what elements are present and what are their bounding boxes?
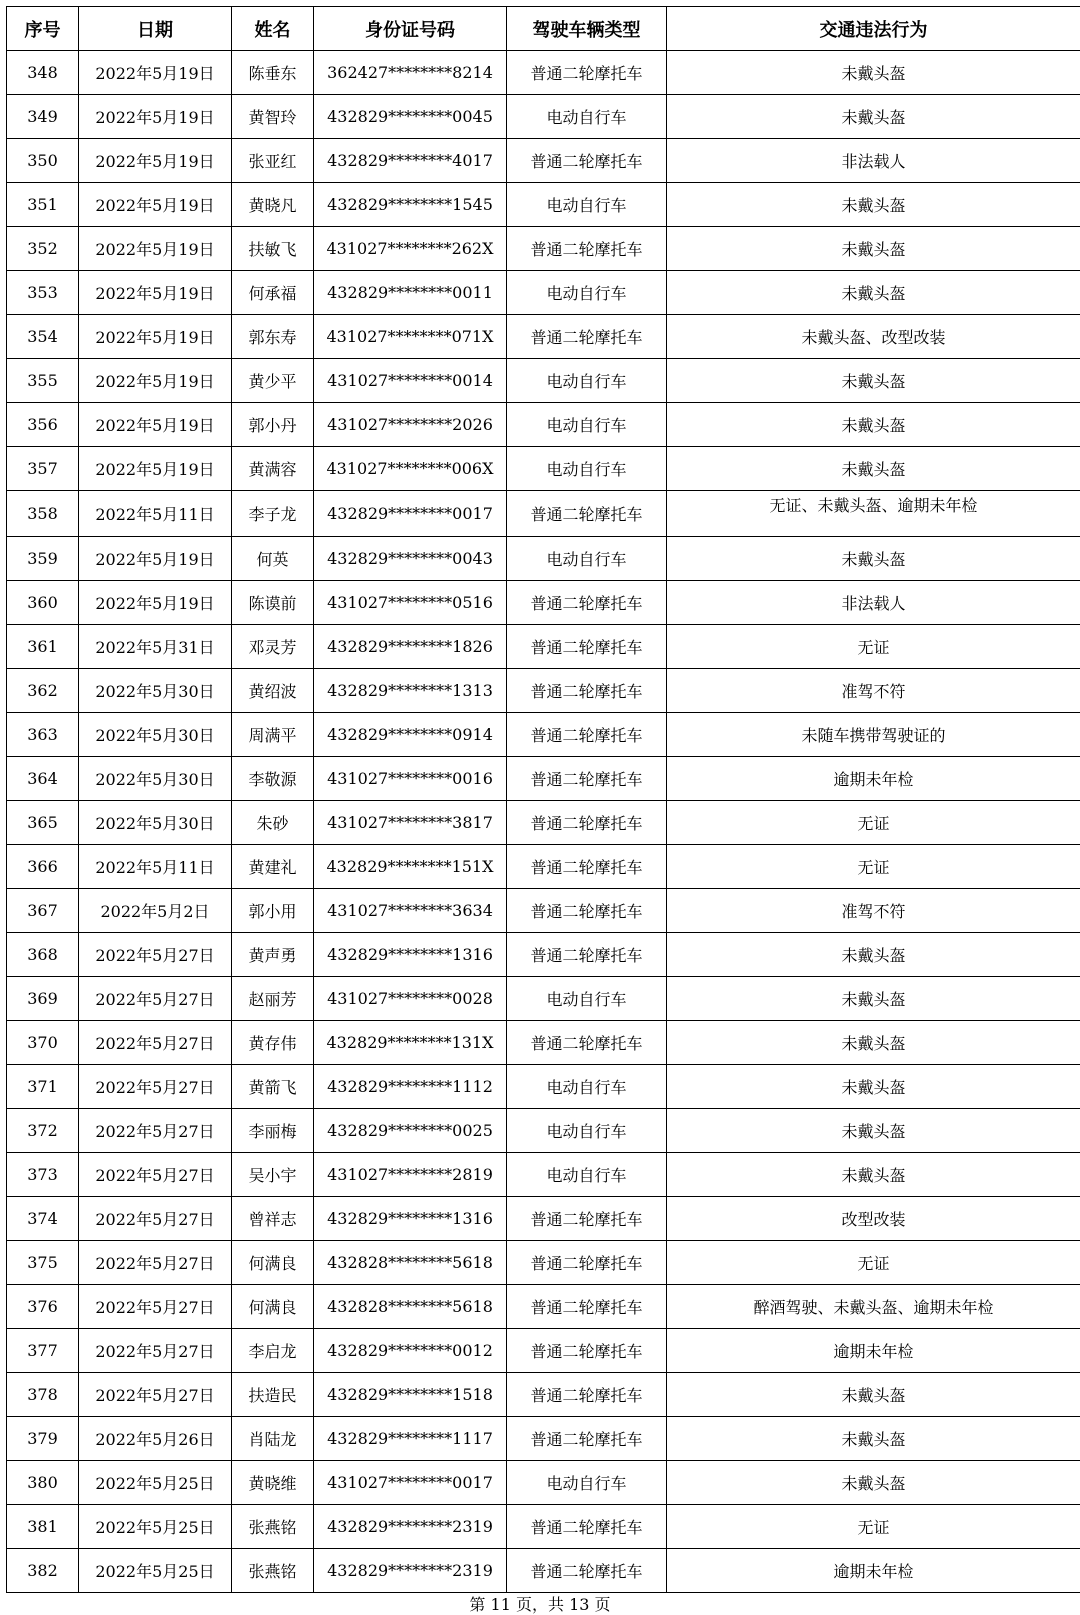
cell-vehicle-type: 普通二轮摩托车 bbox=[507, 1021, 667, 1065]
cell-serial-number: 362 bbox=[7, 669, 79, 713]
table-row bbox=[7, 491, 1080, 537]
cell-name: 何英 bbox=[232, 537, 314, 581]
cell-name: 曾祥志 bbox=[232, 1197, 314, 1241]
cell-date: 2022年5月19日 bbox=[79, 95, 232, 139]
cell-name: 李敬源 bbox=[232, 757, 314, 801]
table-row bbox=[7, 1417, 1080, 1461]
cell-date: 2022年5月27日 bbox=[79, 1285, 232, 1329]
table-row bbox=[7, 95, 1080, 139]
cell-date: 2022年5月19日 bbox=[79, 315, 232, 359]
footer-page-mid: 页，共 bbox=[515, 1595, 564, 1614]
cell-name: 吴小宇 bbox=[232, 1153, 314, 1197]
cell-id-number: 432829********0017 bbox=[314, 491, 507, 537]
cell-name: 黄晓凡 bbox=[232, 183, 314, 227]
cell-violation: 未戴头盔 bbox=[667, 933, 1080, 977]
cell-vehicle-type: 电动自行车 bbox=[507, 537, 667, 581]
cell-violation: 未戴头盔 bbox=[667, 183, 1080, 227]
cell-vehicle-type: 普通二轮摩托车 bbox=[507, 1329, 667, 1373]
cell-serial-number: 380 bbox=[7, 1461, 79, 1505]
cell-vehicle-type: 普通二轮摩托车 bbox=[507, 491, 667, 537]
cell-serial-number: 365 bbox=[7, 801, 79, 845]
cell-id-number: 432828********5618 bbox=[314, 1285, 507, 1329]
cell-serial-number: 374 bbox=[7, 1197, 79, 1241]
cell-date: 2022年5月19日 bbox=[79, 183, 232, 227]
cell-serial-number: 379 bbox=[7, 1417, 79, 1461]
table-row bbox=[7, 315, 1080, 359]
cell-serial-number: 353 bbox=[7, 271, 79, 315]
cell-id-number: 431027********071X bbox=[314, 315, 507, 359]
cell-violation: 未戴头盔 bbox=[667, 271, 1080, 315]
cell-date: 2022年5月26日 bbox=[79, 1417, 232, 1461]
cell-vehicle-type: 普通二轮摩托车 bbox=[507, 139, 667, 183]
cell-id-number: 432829********1545 bbox=[314, 183, 507, 227]
cell-id-number: 431027********0014 bbox=[314, 359, 507, 403]
table-row bbox=[7, 139, 1080, 183]
cell-violation: 未戴头盔 bbox=[667, 447, 1080, 491]
cell-violation: 未戴头盔 bbox=[667, 1373, 1080, 1417]
header-date: 日期 bbox=[79, 7, 232, 51]
cell-vehicle-type: 电动自行车 bbox=[507, 183, 667, 227]
cell-name: 黄存伟 bbox=[232, 1021, 314, 1065]
cell-vehicle-type: 普通二轮摩托车 bbox=[507, 757, 667, 801]
footer-total-pages: 13 bbox=[569, 1595, 590, 1614]
cell-date: 2022年5月27日 bbox=[79, 1109, 232, 1153]
cell-violation: 未戴头盔 bbox=[667, 1153, 1080, 1197]
cell-date: 2022年5月19日 bbox=[79, 227, 232, 271]
header-row bbox=[7, 7, 1080, 51]
header-name: 姓名 bbox=[232, 7, 314, 51]
cell-id-number: 432828********5618 bbox=[314, 1241, 507, 1285]
cell-date: 2022年5月31日 bbox=[79, 625, 232, 669]
cell-id-number: 432829********1313 bbox=[314, 669, 507, 713]
cell-name: 黄建礼 bbox=[232, 845, 314, 889]
table-row bbox=[7, 1373, 1080, 1417]
cell-violation: 准驾不符 bbox=[667, 889, 1080, 933]
cell-serial-number: 375 bbox=[7, 1241, 79, 1285]
cell-serial-number: 367 bbox=[7, 889, 79, 933]
cell-id-number: 432829********0025 bbox=[314, 1109, 507, 1153]
cell-serial-number: 355 bbox=[7, 359, 79, 403]
cell-name: 李子龙 bbox=[232, 491, 314, 537]
table-row bbox=[7, 227, 1080, 271]
cell-violation: 无证 bbox=[667, 801, 1080, 845]
cell-serial-number: 366 bbox=[7, 845, 79, 889]
cell-vehicle-type: 普通二轮摩托车 bbox=[507, 1241, 667, 1285]
cell-violation: 未戴头盔 bbox=[667, 95, 1080, 139]
cell-vehicle-type: 电动自行车 bbox=[507, 1109, 667, 1153]
table-row bbox=[7, 845, 1080, 889]
cell-date: 2022年5月25日 bbox=[79, 1505, 232, 1549]
cell-name: 陈谟前 bbox=[232, 581, 314, 625]
table-row bbox=[7, 933, 1080, 977]
cell-date: 2022年5月19日 bbox=[79, 139, 232, 183]
cell-id-number: 432829********4017 bbox=[314, 139, 507, 183]
cell-date: 2022年5月25日 bbox=[79, 1461, 232, 1505]
cell-name: 邓灵芳 bbox=[232, 625, 314, 669]
cell-serial-number: 370 bbox=[7, 1021, 79, 1065]
table-row bbox=[7, 1329, 1080, 1373]
cell-date: 2022年5月27日 bbox=[79, 1197, 232, 1241]
cell-id-number: 432829********131X bbox=[314, 1021, 507, 1065]
table-row bbox=[7, 1065, 1080, 1109]
cell-violation: 未随车携带驾驶证的 bbox=[667, 713, 1080, 757]
table-row bbox=[7, 889, 1080, 933]
cell-name: 郭东寿 bbox=[232, 315, 314, 359]
cell-date: 2022年5月19日 bbox=[79, 359, 232, 403]
cell-name: 李丽梅 bbox=[232, 1109, 314, 1153]
cell-id-number: 432829********1826 bbox=[314, 625, 507, 669]
cell-date: 2022年5月30日 bbox=[79, 669, 232, 713]
cell-vehicle-type: 普通二轮摩托车 bbox=[507, 669, 667, 713]
cell-date: 2022年5月25日 bbox=[79, 1549, 232, 1593]
cell-violation: 准驾不符 bbox=[667, 669, 1080, 713]
cell-name: 李启龙 bbox=[232, 1329, 314, 1373]
cell-vehicle-type: 普通二轮摩托车 bbox=[507, 1549, 667, 1593]
cell-serial-number: 349 bbox=[7, 95, 79, 139]
table-row bbox=[7, 403, 1080, 447]
cell-violation: 无证、未戴头盔、逾期未年检 bbox=[667, 491, 1080, 537]
cell-id-number: 362427********8214 bbox=[314, 51, 507, 95]
cell-name: 黄绍波 bbox=[232, 669, 314, 713]
cell-id-number: 432829********1316 bbox=[314, 933, 507, 977]
cell-date: 2022年5月19日 bbox=[79, 51, 232, 95]
cell-name: 赵丽芳 bbox=[232, 977, 314, 1021]
cell-vehicle-type: 电动自行车 bbox=[507, 1065, 667, 1109]
cell-serial-number: 364 bbox=[7, 757, 79, 801]
cell-id-number: 431027********2026 bbox=[314, 403, 507, 447]
cell-serial-number: 361 bbox=[7, 625, 79, 669]
cell-vehicle-type: 电动自行车 bbox=[507, 271, 667, 315]
cell-serial-number: 350 bbox=[7, 139, 79, 183]
cell-vehicle-type: 普通二轮摩托车 bbox=[507, 713, 667, 757]
cell-date: 2022年5月19日 bbox=[79, 447, 232, 491]
table-row bbox=[7, 977, 1080, 1021]
cell-id-number: 432829********2319 bbox=[314, 1549, 507, 1593]
cell-serial-number: 352 bbox=[7, 227, 79, 271]
cell-violation: 未戴头盔 bbox=[667, 1461, 1080, 1505]
footer-page-label: 第 bbox=[469, 1595, 486, 1614]
cell-violation: 逾期未年检 bbox=[667, 1329, 1080, 1373]
cell-vehicle-type: 电动自行车 bbox=[507, 977, 667, 1021]
cell-name: 张燕铭 bbox=[232, 1505, 314, 1549]
cell-name: 朱砂 bbox=[232, 801, 314, 845]
table-row bbox=[7, 713, 1080, 757]
cell-id-number: 432829********1112 bbox=[314, 1065, 507, 1109]
cell-vehicle-type: 普通二轮摩托车 bbox=[507, 845, 667, 889]
cell-name: 郭小丹 bbox=[232, 403, 314, 447]
cell-date: 2022年5月27日 bbox=[79, 1065, 232, 1109]
cell-vehicle-type: 普通二轮摩托车 bbox=[507, 1373, 667, 1417]
cell-vehicle-type: 普通二轮摩托车 bbox=[507, 1197, 667, 1241]
cell-id-number: 431027********0017 bbox=[314, 1461, 507, 1505]
table-row bbox=[7, 1197, 1080, 1241]
cell-serial-number: 354 bbox=[7, 315, 79, 359]
cell-id-number: 431027********0028 bbox=[314, 977, 507, 1021]
header-serial-number: 序号 bbox=[7, 7, 79, 51]
cell-violation: 改型改装 bbox=[667, 1197, 1080, 1241]
table-row bbox=[7, 1241, 1080, 1285]
cell-name: 肖陆龙 bbox=[232, 1417, 314, 1461]
table-row bbox=[7, 625, 1080, 669]
cell-serial-number: 368 bbox=[7, 933, 79, 977]
cell-id-number: 432829********1518 bbox=[314, 1373, 507, 1417]
cell-name: 扶敏飞 bbox=[232, 227, 314, 271]
table-row bbox=[7, 1109, 1080, 1153]
cell-id-number: 432829********0045 bbox=[314, 95, 507, 139]
cell-violation: 逾期未年检 bbox=[667, 1549, 1080, 1593]
cell-date: 2022年5月27日 bbox=[79, 1241, 232, 1285]
table-row bbox=[7, 51, 1080, 95]
cell-name: 张燕铭 bbox=[232, 1549, 314, 1593]
cell-violation: 醉酒驾驶、未戴头盔、逾期未年检 bbox=[667, 1285, 1080, 1329]
cell-date: 2022年5月30日 bbox=[79, 757, 232, 801]
cell-violation: 未戴头盔 bbox=[667, 403, 1080, 447]
cell-serial-number: 358 bbox=[7, 491, 79, 537]
cell-vehicle-type: 普通二轮摩托车 bbox=[507, 801, 667, 845]
cell-id-number: 431027********3634 bbox=[314, 889, 507, 933]
table-row bbox=[7, 581, 1080, 625]
header-id-number: 身份证号码 bbox=[314, 7, 507, 51]
cell-name: 郭小用 bbox=[232, 889, 314, 933]
cell-vehicle-type: 电动自行车 bbox=[507, 403, 667, 447]
cell-id-number: 432829********1316 bbox=[314, 1197, 507, 1241]
cell-vehicle-type: 普通二轮摩托车 bbox=[507, 315, 667, 359]
cell-violation: 非法载人 bbox=[667, 581, 1080, 625]
cell-date: 2022年5月27日 bbox=[79, 1153, 232, 1197]
cell-id-number: 431027********006X bbox=[314, 447, 507, 491]
cell-serial-number: 373 bbox=[7, 1153, 79, 1197]
cell-serial-number: 371 bbox=[7, 1065, 79, 1109]
table-row bbox=[7, 757, 1080, 801]
cell-violation: 无证 bbox=[667, 625, 1080, 669]
cell-name: 黄晓维 bbox=[232, 1461, 314, 1505]
cell-vehicle-type: 普通二轮摩托车 bbox=[507, 1417, 667, 1461]
cell-violation: 未戴头盔 bbox=[667, 51, 1080, 95]
cell-violation: 未戴头盔 bbox=[667, 359, 1080, 403]
cell-id-number: 432829********1117 bbox=[314, 1417, 507, 1461]
cell-serial-number: 381 bbox=[7, 1505, 79, 1549]
cell-violation: 无证 bbox=[667, 1241, 1080, 1285]
cell-violation: 无证 bbox=[667, 1505, 1080, 1549]
cell-id-number: 432829********2319 bbox=[314, 1505, 507, 1549]
cell-date: 2022年5月27日 bbox=[79, 1021, 232, 1065]
cell-date: 2022年5月2日 bbox=[79, 889, 232, 933]
cell-vehicle-type: 普通二轮摩托车 bbox=[507, 1505, 667, 1549]
footer-page-end: 页 bbox=[594, 1595, 611, 1614]
cell-name: 张亚红 bbox=[232, 139, 314, 183]
cell-serial-number: 376 bbox=[7, 1285, 79, 1329]
cell-vehicle-type: 电动自行车 bbox=[507, 1153, 667, 1197]
cell-name: 黄少平 bbox=[232, 359, 314, 403]
cell-serial-number: 372 bbox=[7, 1109, 79, 1153]
cell-vehicle-type: 电动自行车 bbox=[507, 95, 667, 139]
cell-date: 2022年5月19日 bbox=[79, 403, 232, 447]
cell-date: 2022年5月27日 bbox=[79, 1329, 232, 1373]
cell-serial-number: 369 bbox=[7, 977, 79, 1021]
footer-current-page: 11 bbox=[490, 1595, 511, 1614]
table-row bbox=[7, 271, 1080, 315]
cell-serial-number: 382 bbox=[7, 1549, 79, 1593]
cell-id-number: 432829********0914 bbox=[314, 713, 507, 757]
table-row bbox=[7, 537, 1080, 581]
table-row bbox=[7, 1505, 1080, 1549]
table-row bbox=[7, 1153, 1080, 1197]
header-violation: 交通违法行为 bbox=[667, 7, 1080, 51]
table-row bbox=[7, 359, 1080, 403]
cell-serial-number: 359 bbox=[7, 537, 79, 581]
cell-id-number: 431027********3817 bbox=[314, 801, 507, 845]
cell-name: 黄满容 bbox=[232, 447, 314, 491]
header-vehicle-type: 驾驶车辆类型 bbox=[507, 7, 667, 51]
cell-vehicle-type: 普通二轮摩托车 bbox=[507, 227, 667, 271]
cell-vehicle-type: 普通二轮摩托车 bbox=[507, 933, 667, 977]
cell-id-number: 431027********2819 bbox=[314, 1153, 507, 1197]
table-body bbox=[7, 51, 1080, 1593]
cell-date: 2022年5月11日 bbox=[79, 845, 232, 889]
table-row bbox=[7, 1461, 1080, 1505]
cell-vehicle-type: 普通二轮摩托车 bbox=[507, 625, 667, 669]
table-row bbox=[7, 183, 1080, 227]
cell-vehicle-type: 电动自行车 bbox=[507, 359, 667, 403]
cell-name: 黄箭飞 bbox=[232, 1065, 314, 1109]
cell-serial-number: 356 bbox=[7, 403, 79, 447]
cell-name: 周满平 bbox=[232, 713, 314, 757]
cell-name: 扶造民 bbox=[232, 1373, 314, 1417]
cell-date: 2022年5月11日 bbox=[79, 491, 232, 537]
cell-serial-number: 357 bbox=[7, 447, 79, 491]
cell-name: 何承福 bbox=[232, 271, 314, 315]
cell-vehicle-type: 电动自行车 bbox=[507, 1461, 667, 1505]
cell-date: 2022年5月30日 bbox=[79, 713, 232, 757]
cell-violation: 未戴头盔、改型改装 bbox=[667, 315, 1080, 359]
cell-violation: 逾期未年检 bbox=[667, 757, 1080, 801]
cell-violation: 未戴头盔 bbox=[667, 1417, 1080, 1461]
cell-serial-number: 360 bbox=[7, 581, 79, 625]
table-row bbox=[7, 1021, 1080, 1065]
cell-violation: 未戴头盔 bbox=[667, 1021, 1080, 1065]
cell-id-number: 432829********0012 bbox=[314, 1329, 507, 1373]
cell-id-number: 431027********0016 bbox=[314, 757, 507, 801]
cell-violation: 未戴头盔 bbox=[667, 1065, 1080, 1109]
cell-name: 何满良 bbox=[232, 1285, 314, 1329]
table-row bbox=[7, 801, 1080, 845]
table-row bbox=[7, 447, 1080, 491]
cell-id-number: 432829********0043 bbox=[314, 537, 507, 581]
cell-vehicle-type: 普通二轮摩托车 bbox=[507, 51, 667, 95]
cell-violation: 未戴头盔 bbox=[667, 1109, 1080, 1153]
cell-vehicle-type: 电动自行车 bbox=[507, 447, 667, 491]
cell-id-number: 431027********262X bbox=[314, 227, 507, 271]
cell-violation: 未戴头盔 bbox=[667, 227, 1080, 271]
cell-date: 2022年5月19日 bbox=[79, 537, 232, 581]
table-row bbox=[7, 669, 1080, 713]
cell-date: 2022年5月27日 bbox=[79, 977, 232, 1021]
cell-date: 2022年5月19日 bbox=[79, 271, 232, 315]
cell-id-number: 432829********151X bbox=[314, 845, 507, 889]
cell-vehicle-type: 普通二轮摩托车 bbox=[507, 1285, 667, 1329]
cell-vehicle-type: 普通二轮摩托车 bbox=[507, 581, 667, 625]
table-header bbox=[7, 7, 1080, 51]
cell-violation: 未戴头盔 bbox=[667, 977, 1080, 1021]
table-row bbox=[7, 1285, 1080, 1329]
cell-name: 何满良 bbox=[232, 1241, 314, 1285]
cell-violation: 非法载人 bbox=[667, 139, 1080, 183]
cell-name: 陈垂东 bbox=[232, 51, 314, 95]
cell-serial-number: 351 bbox=[7, 183, 79, 227]
cell-violation: 未戴头盔 bbox=[667, 537, 1080, 581]
cell-date: 2022年5月27日 bbox=[79, 1373, 232, 1417]
cell-serial-number: 348 bbox=[7, 51, 79, 95]
cell-serial-number: 363 bbox=[7, 713, 79, 757]
cell-id-number: 431027********0516 bbox=[314, 581, 507, 625]
cell-violation: 无证 bbox=[667, 845, 1080, 889]
cell-serial-number: 377 bbox=[7, 1329, 79, 1373]
cell-vehicle-type: 普通二轮摩托车 bbox=[507, 889, 667, 933]
cell-name: 黄声勇 bbox=[232, 933, 314, 977]
cell-date: 2022年5月19日 bbox=[79, 581, 232, 625]
table-row bbox=[7, 1549, 1080, 1593]
cell-serial-number: 378 bbox=[7, 1373, 79, 1417]
cell-date: 2022年5月27日 bbox=[79, 933, 232, 977]
cell-name: 黄智玲 bbox=[232, 95, 314, 139]
cell-id-number: 432829********0011 bbox=[314, 271, 507, 315]
violations-table bbox=[6, 6, 1080, 1593]
cell-date: 2022年5月30日 bbox=[79, 801, 232, 845]
page-footer bbox=[0, 1592, 1080, 1615]
